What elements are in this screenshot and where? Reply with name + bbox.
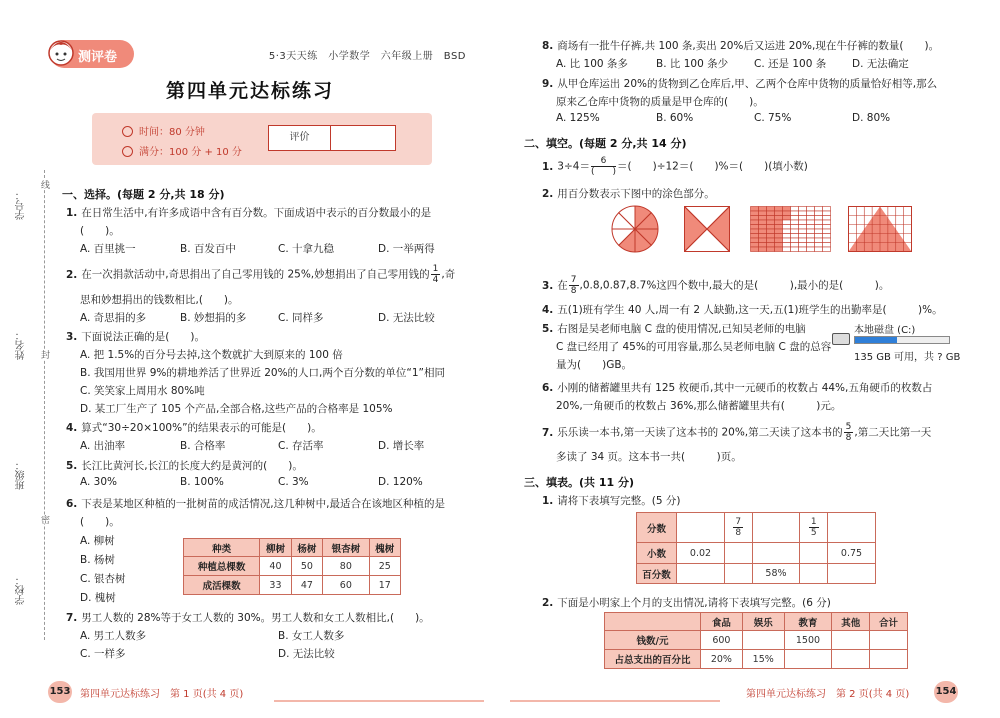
table-row bbox=[637, 543, 876, 564]
grid-cell bbox=[751, 229, 759, 234]
series-header: 5·3天天练 小学数学 六年级上册 BSD bbox=[268, 51, 466, 62]
grid-cell bbox=[775, 234, 783, 239]
test-badge bbox=[50, 40, 134, 68]
table-cell: 种植总棵数 bbox=[184, 557, 260, 576]
fraction: $\frac{1}{4}$ bbox=[432, 264, 439, 285]
grid-cell bbox=[767, 234, 775, 239]
grid-cell bbox=[759, 216, 767, 221]
q2-option-c[interactable]: C. 同样多 bbox=[278, 312, 324, 324]
section-3-title: 三、填表。(共 11 分) bbox=[524, 476, 635, 489]
q7-option-c[interactable]: C. 一样多 bbox=[80, 648, 126, 660]
section-1-title: 一、选择。(每题 2 分,共 18 分) bbox=[62, 188, 225, 201]
table-header: 柳树 bbox=[260, 539, 291, 557]
q2-option-d[interactable]: D. 无法比较 bbox=[378, 312, 435, 324]
question-7: 7. 男工人数的 28%等于女工人数的 30%。男工人数和女工人数相比,( )。 bbox=[66, 612, 430, 624]
left-footer bbox=[48, 681, 488, 703]
q3-option-a[interactable]: A. 把 1.5%的百分号去掉,这个数就扩大到原来的 100 倍 bbox=[80, 349, 343, 361]
grid-cell bbox=[767, 229, 775, 234]
table-cell[interactable] bbox=[752, 513, 800, 543]
grid-cell bbox=[823, 238, 831, 243]
fill-6-cont: 20%,一角硬币的枚数占 36%,那么储蓄罐里共有( )元。 bbox=[556, 400, 842, 412]
q3-option-b[interactable]: B. 我国用世界 9%的耕地养活了世界近 20%的人口,两个百分数的单位“1”相同 bbox=[80, 367, 445, 379]
table-cell: 33 bbox=[260, 576, 291, 595]
grid-cell bbox=[815, 220, 823, 225]
grid-cell bbox=[791, 216, 799, 221]
grid-cell bbox=[807, 243, 815, 248]
table-header bbox=[605, 613, 701, 631]
table-header: 其他 bbox=[832, 613, 870, 631]
grid-cell bbox=[783, 225, 791, 230]
binding-mark-feng: 封 bbox=[39, 350, 49, 359]
q1-option-a[interactable]: A. 百里挑一 bbox=[80, 243, 136, 255]
grid-cell bbox=[759, 225, 767, 230]
fill-5-cont2: 量为( )GB。 bbox=[556, 359, 633, 371]
table-cell[interactable] bbox=[752, 543, 800, 564]
table-header: 合计 bbox=[870, 613, 908, 631]
grid-cell bbox=[799, 247, 807, 252]
page-number-left: 153 bbox=[48, 681, 72, 703]
fraction: $\frac{6}{( )}$ bbox=[590, 156, 616, 177]
table-cell: 20% bbox=[701, 650, 743, 669]
grid-cell bbox=[815, 238, 823, 243]
fill-5-cont: C 盘已经用了 45%的可用容量,那么吴老师电脑 C 盘的总容 bbox=[556, 341, 832, 353]
table-header: 种类 bbox=[184, 539, 260, 557]
footer-text-right: 第四单元达标练习 第 2 页(共 4 页) bbox=[746, 689, 910, 700]
q2-option-b[interactable]: B. 妙想捐的多 bbox=[180, 312, 247, 324]
table-cell[interactable] bbox=[800, 564, 828, 584]
grid-cell bbox=[807, 229, 815, 234]
grid-cell bbox=[751, 225, 759, 230]
table-cell: 17 bbox=[369, 576, 400, 595]
grid-cell bbox=[775, 243, 783, 248]
grid-cell bbox=[823, 211, 831, 216]
q5-option-a[interactable]: A. 30% bbox=[80, 476, 118, 488]
q1-option-d[interactable]: D. 一举两得 bbox=[378, 243, 435, 255]
grid-cell bbox=[791, 243, 799, 248]
binding-dashed-line bbox=[44, 170, 45, 640]
table-row bbox=[637, 564, 876, 584]
grid-cell bbox=[791, 247, 799, 252]
conversion-table bbox=[636, 512, 876, 584]
fraction: $\frac{7}{8}$ bbox=[570, 275, 577, 296]
table-row bbox=[184, 576, 401, 595]
grid-cell bbox=[807, 238, 815, 243]
grid-cell bbox=[815, 229, 823, 234]
grid-cell bbox=[823, 247, 831, 252]
exam-info-box bbox=[92, 113, 432, 165]
table-cell bbox=[724, 513, 752, 543]
grid-cell bbox=[767, 247, 775, 252]
fraction: $\frac{5}{8}$ bbox=[845, 422, 852, 443]
grid-cell bbox=[775, 247, 783, 252]
grid-cell bbox=[823, 207, 831, 212]
grid-cell bbox=[807, 207, 815, 212]
table-cell: 0.75 bbox=[827, 543, 875, 564]
grid-cell bbox=[775, 220, 783, 225]
table-cell[interactable] bbox=[742, 631, 784, 650]
grid-cell bbox=[751, 207, 759, 212]
q4-option-d[interactable]: D. 增长率 bbox=[378, 440, 425, 452]
grid-cell bbox=[791, 211, 799, 216]
table-cell[interactable] bbox=[870, 631, 908, 650]
disk-usage-bar bbox=[854, 336, 950, 344]
xingming-label: 姓名： bbox=[16, 330, 27, 360]
q9-option-d[interactable]: D. 80% bbox=[852, 112, 891, 124]
question-5: 5. 长江比黄河长,长江的长度大约是黄河的( )。 bbox=[66, 460, 303, 472]
grid-cell bbox=[783, 238, 791, 243]
fill-6: 6. 小刚的储蓄罐里共有 125 枚硬币,其中一元硬币的枚数占 44%,五角硬币的枚数占 bbox=[542, 382, 933, 394]
grid-cell bbox=[791, 238, 799, 243]
table-row bbox=[637, 513, 876, 543]
table-cell: 58% bbox=[752, 564, 800, 584]
table-header: 娱乐 bbox=[742, 613, 784, 631]
q1-option-c[interactable]: C. 十拿九稳 bbox=[278, 243, 335, 255]
page-title: 第四单元达标练习 bbox=[165, 80, 334, 102]
grid-cell bbox=[791, 220, 799, 225]
q6-option-a[interactable]: A. 柳树 bbox=[80, 535, 115, 547]
grid-cell bbox=[791, 225, 799, 230]
q3-option-d[interactable]: D. 某工厂生产了 105 个产品,全部合格,这些产品的合格率是 105% bbox=[80, 403, 393, 415]
grid-cell bbox=[767, 216, 775, 221]
grid-cell bbox=[823, 243, 831, 248]
q5-option-b[interactable]: B. 100% bbox=[180, 476, 224, 488]
table-header: 小数 bbox=[637, 543, 677, 564]
question-2-cont: 思和妙想捐出的钱数相比,( )。 bbox=[80, 294, 239, 306]
table-cell: 40 bbox=[260, 557, 291, 576]
question-8: 8. 商场有一批牛仔裤,共 100 条,卖出 20%后又运进 20%,现在牛仔裤的数量( )。 bbox=[542, 40, 940, 52]
grid-cell bbox=[799, 243, 807, 248]
q8-option-c[interactable]: C. 还是 100 条 bbox=[754, 58, 827, 70]
table-cell: 钱数/元 bbox=[605, 631, 701, 650]
table-cell: 50 bbox=[291, 557, 322, 576]
q4-option-a[interactable]: A. 出油率 bbox=[80, 440, 126, 452]
table-cell[interactable] bbox=[724, 564, 752, 584]
question-9: 9. 从甲仓库运出 20%的货物到乙仓库后,甲、乙两个仓库中货物的质量恰好相等,那么 bbox=[542, 78, 938, 90]
section-2-title: 二、填空。(每题 2 分,共 14 分) bbox=[524, 137, 687, 150]
grid-cell bbox=[751, 243, 759, 248]
footer-bar bbox=[274, 700, 484, 702]
table-cell: 占总支出的百分比 bbox=[605, 650, 701, 669]
q6-option-c[interactable]: C. 银杏树 bbox=[80, 573, 126, 585]
grid-cell bbox=[767, 243, 775, 248]
grid-cell bbox=[767, 225, 775, 230]
grid-cell bbox=[783, 216, 791, 221]
q9-option-b[interactable]: B. 60% bbox=[656, 112, 694, 124]
q4-option-b[interactable]: B. 合格率 bbox=[180, 440, 226, 452]
grid-cell bbox=[807, 211, 815, 216]
question-1-cont: ( )。 bbox=[80, 225, 120, 237]
q8-option-b[interactable]: B. 比 100 条少 bbox=[656, 58, 729, 70]
banji-label: 班级： bbox=[16, 460, 27, 490]
table-task-1: 1. 请将下表填写完整。(5 分) bbox=[542, 495, 681, 507]
grid-cell bbox=[767, 211, 775, 216]
table-header: 杨树 bbox=[291, 539, 322, 557]
table-row bbox=[184, 557, 401, 576]
fill-7: 7. 乐乐读一本书,第一天读了这本书的 20%,第二天读了这本书的 $\frac{5}{8}$ ,第二天比第一天 bbox=[542, 422, 932, 443]
grid-cell bbox=[799, 225, 807, 230]
table-row bbox=[605, 631, 908, 650]
table-cell: 1500 bbox=[784, 631, 832, 650]
grid-cell bbox=[807, 225, 815, 230]
grid-cell bbox=[759, 234, 767, 239]
question-6: 6. 下表是某地区种植的一批树苗的成活情况,这几种树中,最适合在该地区种植的是 bbox=[66, 498, 445, 510]
question-2: 2. 在一次捐款活动中,奇思捐出了自己零用钱的 25%,妙想捐出了自己零用钱的 $\frac{1}{4}$ ,奇 bbox=[66, 264, 456, 285]
q7-option-b[interactable]: B. 女工人数多 bbox=[278, 630, 345, 642]
fraction: $\frac{1}{5}$ bbox=[810, 517, 817, 538]
fill-7-cont: 多读了 34 页。这本书一共( )页。 bbox=[556, 451, 742, 463]
grid-cell bbox=[759, 211, 767, 216]
grid-cell bbox=[751, 216, 759, 221]
q6-option-b[interactable]: B. 杨树 bbox=[80, 554, 115, 566]
check-icon bbox=[122, 146, 133, 157]
q1-option-b[interactable]: B. 百发百中 bbox=[180, 243, 236, 255]
footer-text-left: 第四单元达标练习 第 1 页(共 4 页) bbox=[80, 689, 244, 700]
table-cell[interactable] bbox=[677, 513, 725, 543]
grid-cell bbox=[775, 211, 783, 216]
grid-cell bbox=[759, 247, 767, 252]
table-cell: 0.02 bbox=[677, 543, 725, 564]
grid-cell bbox=[783, 220, 791, 225]
q8-option-d[interactable]: D. 无法确定 bbox=[852, 58, 909, 70]
grid-cell bbox=[815, 243, 823, 248]
table-cell[interactable] bbox=[832, 650, 870, 669]
question-1: 1. 在日常生活中,有许多成语中含有百分数。下面成语中表示的百分数最小的是 bbox=[66, 207, 432, 219]
table-header: 百分数 bbox=[637, 564, 677, 584]
grid-cell bbox=[783, 229, 791, 234]
grid-cell bbox=[807, 247, 815, 252]
fill-3: 3. 在 $\frac{7}{8}$ ,0.8,0.87,8.7%这四个数中,最大的是( ),最小的是( )。 bbox=[542, 275, 890, 296]
table-cell[interactable] bbox=[724, 543, 752, 564]
grid-cell bbox=[759, 207, 767, 212]
table-row bbox=[605, 650, 908, 669]
grid-cell bbox=[807, 220, 815, 225]
q9-option-a[interactable]: A. 125% bbox=[556, 112, 600, 124]
grid-cell bbox=[775, 207, 783, 212]
grid-cell bbox=[775, 216, 783, 221]
grid-cell bbox=[767, 220, 775, 225]
table-cell: 600 bbox=[701, 631, 743, 650]
grid-cell bbox=[799, 238, 807, 243]
table-header: 槐树 bbox=[369, 539, 400, 557]
table-cell[interactable] bbox=[827, 513, 875, 543]
q5-option-c[interactable]: C. 3% bbox=[278, 476, 309, 488]
table-header: 银杏树 bbox=[323, 539, 369, 557]
grid-cell bbox=[783, 243, 791, 248]
footer-bar bbox=[510, 700, 720, 702]
shaded-circle-figure bbox=[610, 204, 660, 254]
table-cell[interactable] bbox=[784, 650, 832, 669]
grid-cell bbox=[775, 229, 783, 234]
table-cell[interactable] bbox=[827, 564, 875, 584]
disk-title: 本地磁盘 (C:) bbox=[854, 325, 916, 336]
grid-cell bbox=[799, 234, 807, 239]
xuehao-label: 学号： bbox=[16, 190, 27, 220]
question-6-cont: ( )。 bbox=[80, 516, 120, 528]
q3-option-c[interactable]: C. 笑笑家上周用水 80%吨 bbox=[80, 385, 205, 397]
disk-caption: 135 GB 可用，共 ? GB bbox=[854, 352, 961, 363]
grid-cell bbox=[799, 216, 807, 221]
q8-option-a[interactable]: A. 比 100 条多 bbox=[556, 58, 628, 70]
grid-cell bbox=[751, 238, 759, 243]
grid-cell bbox=[823, 229, 831, 234]
student-mascot-icon bbox=[46, 34, 76, 68]
disk-drive-icon bbox=[832, 333, 850, 345]
grid-cell bbox=[791, 229, 799, 234]
time-text: 时间：80 分钟 bbox=[139, 127, 205, 138]
fraction: $\frac{7}{8}$ bbox=[735, 517, 742, 538]
grid-cell bbox=[783, 234, 791, 239]
grid-cell bbox=[815, 234, 823, 239]
grid-cell bbox=[807, 216, 815, 221]
table-cell[interactable] bbox=[870, 650, 908, 669]
grid-cell bbox=[759, 243, 767, 248]
table-cell: 15% bbox=[742, 650, 784, 669]
right-page bbox=[500, 0, 1000, 718]
grid-cell bbox=[775, 238, 783, 243]
grid-cell bbox=[815, 225, 823, 230]
grid-cell bbox=[823, 216, 831, 221]
fill-1: 1. 3÷4＝ $\frac{6}{( )}$ ＝( )÷12＝( )%＝( )(填小数) bbox=[542, 156, 808, 177]
right-footer bbox=[510, 681, 970, 703]
time-line bbox=[122, 123, 205, 138]
table-row bbox=[605, 613, 908, 631]
q7-option-d[interactable]: D. 无法比较 bbox=[278, 648, 335, 660]
question-9-cont: 原来乙仓库中货物的质量是甲仓库的( )。 bbox=[556, 96, 764, 108]
grid-cell bbox=[783, 207, 791, 212]
shaded-square-figure bbox=[684, 206, 730, 252]
expense-table bbox=[604, 612, 908, 669]
question-3: 3. 下面说法正确的是( )。 bbox=[66, 331, 205, 343]
grid-cell bbox=[783, 247, 791, 252]
grid-cell bbox=[823, 234, 831, 239]
table-cell: 60 bbox=[323, 576, 369, 595]
grid-cell bbox=[815, 207, 823, 212]
q5-option-d[interactable]: D. 120% bbox=[378, 476, 423, 488]
grid-cell bbox=[775, 225, 783, 230]
tree-survival-table bbox=[183, 538, 401, 595]
grid-cell bbox=[799, 211, 807, 216]
q7-option-a[interactable]: A. 男工人数多 bbox=[80, 630, 147, 642]
grid-cell bbox=[767, 207, 775, 212]
fill-4: 4. 五(1)班有学生 40 人,周一有 2 人缺勤,这一天,五(1)班学生的出勤率是( )%。 bbox=[542, 304, 943, 316]
grid-cell bbox=[759, 229, 767, 234]
grid-cell bbox=[751, 247, 759, 252]
binding-mark-xian: 线 bbox=[39, 180, 49, 189]
score-text: 满分：100 分 + 10 分 bbox=[139, 147, 242, 158]
grid-cell bbox=[751, 234, 759, 239]
grid-cell bbox=[759, 220, 767, 225]
grid-cell bbox=[759, 238, 767, 243]
q9-option-c[interactable]: C. 75% bbox=[754, 112, 792, 124]
xuexiao-label: 学校： bbox=[16, 575, 27, 605]
shaded-grid-figure bbox=[750, 206, 832, 252]
grid-cell bbox=[799, 229, 807, 234]
grid-cell bbox=[815, 216, 823, 221]
grid-cell bbox=[815, 247, 823, 252]
table-cell: 成活棵数 bbox=[184, 576, 260, 595]
table-cell[interactable] bbox=[677, 564, 725, 584]
disk-usage-fill bbox=[855, 337, 897, 343]
evaluation-label: 评价 bbox=[269, 126, 331, 150]
clock-icon bbox=[122, 126, 133, 137]
grid-cell bbox=[791, 234, 799, 239]
binding-margin bbox=[6, 170, 48, 640]
q2-option-a[interactable]: A. 奇思捐的多 bbox=[80, 312, 147, 324]
grid-cell bbox=[799, 207, 807, 212]
table-cell[interactable] bbox=[800, 543, 828, 564]
table-cell bbox=[800, 513, 828, 543]
grid-cell bbox=[791, 207, 799, 212]
evaluation-box bbox=[268, 125, 396, 151]
q6-option-d[interactable]: D. 槐树 bbox=[80, 592, 116, 604]
table-header: 食品 bbox=[701, 613, 743, 631]
fill-2: 2. 用百分数表示下图中的涂色部分。 bbox=[542, 188, 715, 200]
grid-cell bbox=[783, 211, 791, 216]
table-task-2: 2. 下面是小明家上个月的支出情况,请将下表填写完整。(6 分) bbox=[542, 597, 831, 609]
grid-cell bbox=[823, 225, 831, 230]
grid-cell bbox=[807, 234, 815, 239]
table-row bbox=[184, 539, 401, 557]
grid-cell bbox=[799, 220, 807, 225]
table-cell: 25 bbox=[369, 557, 400, 576]
table-header: 教育 bbox=[784, 613, 832, 631]
question-4: 4. 算式“30÷20×100%”的结果表示的可能是( )。 bbox=[66, 422, 322, 434]
grid-cell bbox=[823, 220, 831, 225]
table-cell[interactable] bbox=[832, 631, 870, 650]
fill-5: 5. 右图是吴老师电脑 C 盘的使用情况,已知吴老师的电脑 bbox=[542, 323, 806, 335]
binding-mark-mi: 密 bbox=[39, 515, 49, 524]
table-cell: 80 bbox=[323, 557, 369, 576]
grid-cell bbox=[751, 211, 759, 216]
q4-option-c[interactable]: C. 存活率 bbox=[278, 440, 324, 452]
shaded-triangle-figure bbox=[848, 206, 912, 252]
page-number-right: 154 bbox=[934, 681, 958, 703]
score-line bbox=[122, 143, 242, 158]
table-header: 分数 bbox=[637, 513, 677, 543]
grid-cell bbox=[751, 220, 759, 225]
grid-cell bbox=[815, 211, 823, 216]
badge-text: 测评卷 bbox=[78, 50, 118, 65]
table-cell: 47 bbox=[291, 576, 322, 595]
grid-cell bbox=[767, 238, 775, 243]
